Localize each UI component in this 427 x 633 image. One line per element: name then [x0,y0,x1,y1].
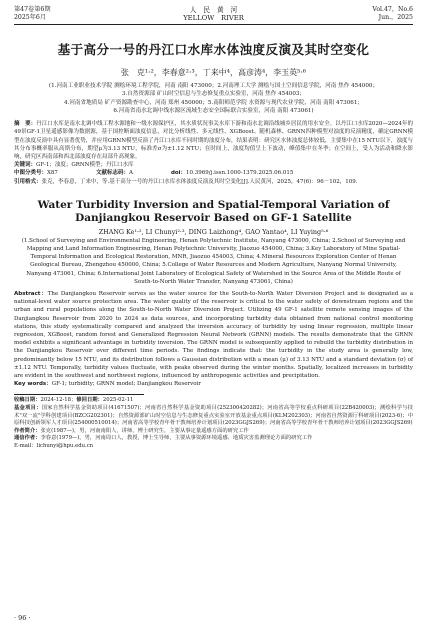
received-label: 收稿日期： [14,397,41,404]
revised-date: 2025-02-11 [102,397,134,404]
journal-name-en: YELLOW RIVER [183,14,244,22]
fund-text: 国家自然科学基金资助项目(41671507)；河南省自然科学基金资助项目(252300420282)；河南省高等学校重点科研项目(22B420003)；测绘科学与技术"双一流"学科创建项目(BZCG202301)；自然资源部矿山时空信息与生态修复重点实验室开放基金重点项目(KLM202303)；河南省自然资源厅科研项目(2023-6)；中原科技创新领军人才项目(254000510014)；河南省高等学校青年骨干教师培养计划项目(2023GGJS269)；河南省高等学校青年骨干教师培养计划项目(2023GGJS269) [14,405,413,427]
page-number: · 96 · [14,614,31,622]
keywords-en-label: Key words： [14,381,52,388]
abstract-en-label: Abstract： [14,291,48,298]
corresponding-label: 通信作者： [14,435,41,442]
affiliation-line: 6.河南省南水北调中线水源区流域生态安全国际联合实验室，河南 南阳 473061) [113,107,314,114]
keywords-zh-label: 关键词： [14,162,37,169]
issue-date: 2025年6月 [14,14,47,21]
volume-issue: 第47卷第6期 [14,6,51,13]
abstract-zh [14,120,413,161]
title-en-line: Danjiangkou Reservoir Based on GF-1 Satellite [75,212,352,225]
doi-label: doi： [170,170,187,177]
received-date: 2024-12-18 [40,397,72,404]
fund-info [14,405,413,428]
received-dates: 收稿日期：2024-12-18；修回日期：2025-02-11 [14,397,134,404]
title-en [14,199,413,226]
running-header [14,6,413,22]
issue-date-en: Jun.，2025 [378,14,413,21]
author-bio-text: 张克(1987—)，男，河南南阳人，讲师，博士研究生，主要从事定量遥感方面的研究工作 [40,427,249,434]
header-rule [14,24,413,25]
doc-code-label: 文献标志码： [95,170,129,177]
keywords-zh-text: GF-1；浊度；GRNN模型；丹江口水库 [36,162,134,169]
corresponding-author [14,435,413,443]
keywords-en [14,380,413,388]
doi-link[interactable]: 10.3969/j.issn.1000-1379.2025.06.015 [186,170,294,177]
paper-page [14,6,413,451]
fund-label: 基金项目： [14,405,42,412]
footnote [14,397,413,450]
volume-issue-en: Vol.47，No.6 [372,6,413,13]
authors-en: ZHANG Ke¹·², LI Chunyi²·³, DING Laizhong⁴, GAO Yantao⁴, LI Yuying⁵·⁶ [98,227,329,236]
revised-label: 修回日期： [76,397,103,404]
affiliations-zh [14,82,413,115]
abstract-en [14,290,413,380]
keywords-en-text: GF-1; turbidity; GRNN model; Danjiangkou Reservoir [51,381,201,388]
authors-zh: 张 克¹·²，李春意²·³，丁来中⁴，高彦涛⁴，李玉英⁵·⁶ [120,68,307,77]
issue-info [14,6,104,22]
affiliations-en: (1.School of Surveying and Environmental Engineering, Henan Polytechnic Institute, Nanyang 473000, China; 2.School of Surveying and Mapping and Land Information Engineering, Henan Polytechnic University, Jiaozuo 454000, China; 3.Key Laboratory of Mine Spatial-Temporal Information and Ecological Restoration, MNR, Jiaozuo 454003, China; 4.Mineral Resources Exploration Center of Henan Geological Bureau, Zhengzhou 450000, China; 5.College of Water Resources and Modern Agriculture, Nanyang Normal University, Nanyang 473061, China; 6.International Joint Laboratory of Ecological Safety of Watershed in the Source Area of the Middle Route of South-to-North Water Transfer, Nanyang 473061, China) [21,237,406,285]
citation-text: 张克，李春意，丁来中，等.基于高分一号的丹江口水库水体浊度反演及其时空变化[J].人民黄河，2025，47(6)：96－102，109. [41,178,358,185]
clc-code: X87 [47,170,58,177]
email-link[interactable]: E-mail：lichunyi@hpu.edu.cn [14,443,94,450]
author-bio-label: 作者简介： [14,427,41,434]
keywords-zh [14,161,413,169]
abstract-zh-label: 摘 要： [14,121,37,128]
classification-row [14,169,413,177]
affiliation-line: 4.河南省地质局 矿产资源勘查中心，河南 郑州 450000；5.南阳师范学院 水资源与现代农业学院，河南 南阳 473061； [64,99,363,106]
affiliation-line: (1.河南工业职业技术学院 测绘环境工程学院，河南 南阳 473000；2.河南理工大学 测绘与国土空间信息学院，河南 焦作 454000； [48,83,379,89]
citation-zh [14,178,413,186]
title-en-line: Water Turbidity Inversion and Spatial-Temporal Variation of [37,198,390,211]
citation-label: 引用格式： [14,178,42,185]
affiliation-line: 3.自然资源部 矿山时空信息与生态修复重点实验室，河南 焦作 454003； [121,91,306,98]
clc-label: 中图分类号： [14,170,48,177]
title-zh: 基于高分一号的丹江口水库水体浊度反演及其时空变化 [57,42,370,57]
journal-name [183,6,244,22]
doc-code: A [128,170,133,177]
abstract-zh-text: 丹江口水库是南水北调中线工程水源地和一级水源保护区，其水质状况事关水库下游和南水北调沿线城乡居民的用水安全。以丹江口水库2020—2024年的49景GF-1卫星遥感影像为数据源，基于国控断面浊度信息，对比分析线性、多元线性、XGBoost、随机森林、GRNN四种模型对浊度的反演精度，确定GRNN模型在浊度反演中具有显著优势，并应用GRNN模型反演了丹江口水库不同时期的浊度分布，结果表明：研究区水体浊度总体较低，主要集中在15 NTU以下，浊度与其分布事概率服从高斯分布，期望μ为3.13 NTU，标准差σ为±1.12 NTU；在时间上，浊度均值呈上下波动，峰值集中在冬季；在空间上，受人为活动和降水影响，研究区西南部和西北部浊度存在局部升高现象。 [14,121,413,160]
corresponding-text: 李春意(1979—)，男，河南周口人，教授，博士生导师，主要从事资源环境遥感、地质灾害监测理论方面的研究工作 [40,435,313,442]
footnote-rule [14,394,144,395]
issue-info-en [323,6,413,22]
journal-name-zh: 人 民 黄 河 [189,6,238,14]
abstract-en-text: The Danjiangkou Reservoir serves as the water source for the South-to-North Water Diversion Project and is designated as a national-level water source protection area. The water quality of the reservoir is critical to the water safety of downstream regions and the urban and rural populations along the South-to-North Water Diversion Project. Utilizing 49 GF-1 satellite remote sensing images of the Danjiangkou Reservoir from 2020 to 2024 as data sources, and incorporating turbidity data obtained from national control monitoring stations, this study systematically compared and analyzed the inversion accuracy of turbidity by using linear regression, multiple linear regression, XGBoost, random forest and Generalized Regression Neural Network (GRNN) models. The results demonstrate that the GRNN model exhibits a significant advantage in turbidity inversion. The GRNN model is subsequently applied to rebuild the turbidity distribution in the Danjiangkou Reservoir over different time periods. The findings indicate that: the turbidity in the study area is generally low, predominantly below 15 NTU, and its distribution follows a Gaussian distribution with a mean (μ) of 3.13 NTU and a standard deviation (σ) of ±1.12 NTU. Temporally, turbidity values fluctuate, with peaks observed during the winter months. Spatially, localized increases in turbidity are evident in the southwest and northwest regions, influenced by anthropogenic activities and precipitation. [14,291,413,380]
